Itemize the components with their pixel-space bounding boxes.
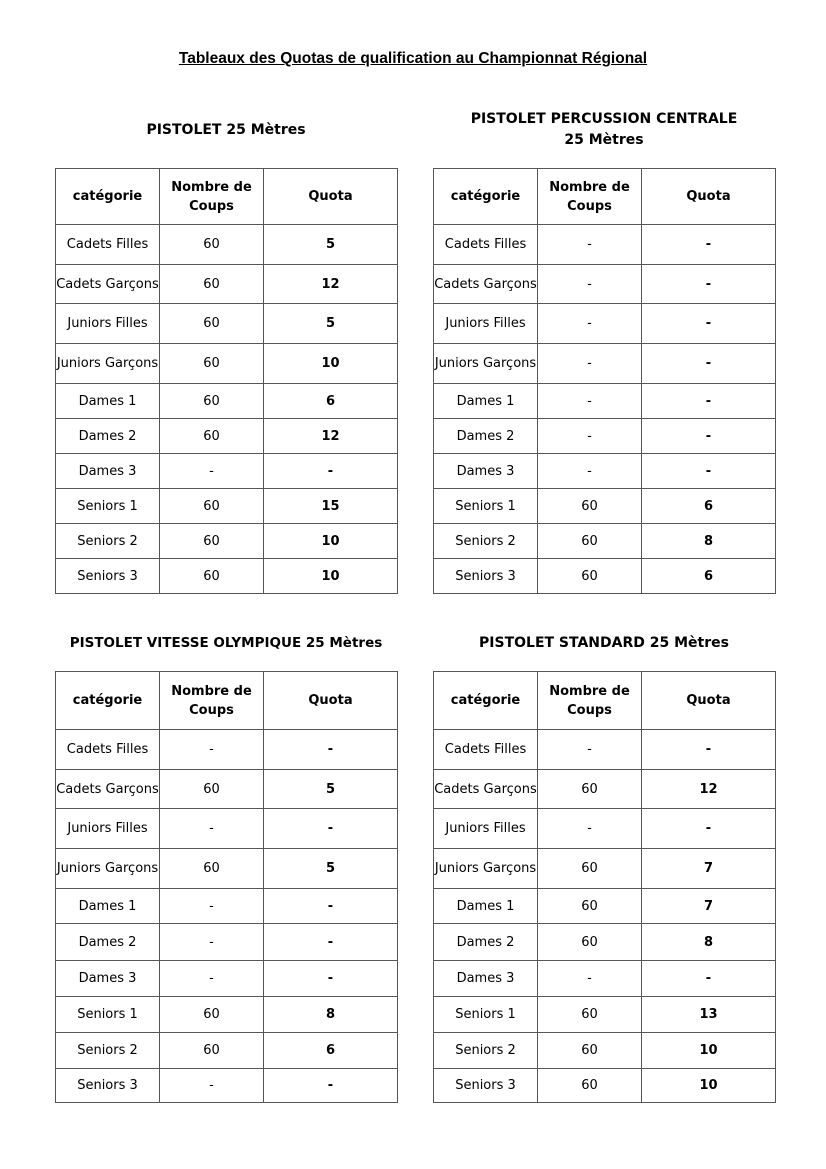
cell-quota: 10	[264, 524, 398, 559]
table-row	[434, 524, 776, 559]
table-row	[434, 997, 776, 1033]
page-title: Tableaux des Quotas de qualification au Championnat Régional	[178, 50, 648, 67]
cell-quota: 8	[642, 924, 776, 961]
cell-categorie: Juniors Filles	[56, 809, 160, 849]
table-row	[434, 454, 776, 489]
table-row	[434, 304, 776, 344]
cell-quota: 6	[642, 559, 776, 594]
cell-nombre-de-coups: 60	[538, 559, 642, 594]
cell-quota: 8	[264, 997, 398, 1033]
cell-quota: -	[264, 924, 398, 961]
cell-nombre-de-coups: -	[538, 809, 642, 849]
header-categorie: catégorie	[434, 169, 538, 225]
cell-nombre-de-coups: -	[538, 304, 642, 344]
header-nombre-de-coups: Nombre de Coups	[538, 169, 642, 225]
quota-table-pistolet-25m	[55, 168, 398, 594]
table-header-row	[434, 169, 776, 225]
cell-categorie: Cadets Garçons	[56, 265, 160, 304]
section-title-vitesse-olympique: PISTOLET VITESSE OLYMPIQUE 25 Mètres	[69, 635, 383, 651]
cell-nombre-de-coups: -	[160, 961, 264, 997]
table-row	[434, 559, 776, 594]
cell-quota: 12	[264, 265, 398, 304]
cell-quota: 6	[264, 384, 398, 419]
cell-quota: -	[642, 344, 776, 384]
cell-categorie: Seniors 1	[56, 997, 160, 1033]
cell-categorie: Dames 3	[434, 454, 538, 489]
table-row	[434, 849, 776, 889]
table-row	[56, 344, 398, 384]
cell-nombre-de-coups: 60	[538, 889, 642, 924]
cell-categorie: Seniors 3	[56, 1069, 160, 1103]
cell-categorie: Cadets Garçons	[434, 265, 538, 304]
table-row	[434, 384, 776, 419]
table-row	[56, 961, 398, 997]
cell-quota: -	[642, 809, 776, 849]
section-title-percussion-centrale	[433, 109, 775, 151]
cell-nombre-de-coups: 60	[538, 849, 642, 889]
cell-quota: -	[642, 730, 776, 770]
cell-quota: 6	[264, 1033, 398, 1069]
header-nombre-de-coups: Nombre de Coups	[160, 169, 264, 225]
cell-nombre-de-coups: 60	[160, 559, 264, 594]
cell-categorie: Juniors Garçons	[56, 849, 160, 889]
cell-nombre-de-coups: -	[160, 454, 264, 489]
cell-categorie: Juniors Filles	[434, 304, 538, 344]
cell-quota: 6	[642, 489, 776, 524]
cell-nombre-de-coups: -	[160, 730, 264, 770]
cell-quota: -	[264, 454, 398, 489]
table-row	[56, 997, 398, 1033]
cell-categorie: Seniors 2	[434, 524, 538, 559]
table-row	[434, 924, 776, 961]
cell-categorie: Dames 2	[56, 924, 160, 961]
table-row	[434, 889, 776, 924]
cell-nombre-de-coups: 60	[160, 849, 264, 889]
cell-categorie: Seniors 1	[434, 489, 538, 524]
table-row	[434, 1033, 776, 1069]
table-row	[434, 419, 776, 454]
cell-categorie: Seniors 3	[434, 1069, 538, 1103]
section-title-pistolet-25m: PISTOLET 25 Mètres	[146, 122, 306, 138]
cell-quota: -	[642, 225, 776, 265]
cell-nombre-de-coups: 60	[160, 225, 264, 265]
section-title-line: PISTOLET PERCUSSION CENTRALE	[470, 111, 738, 127]
cell-categorie: Dames 3	[434, 961, 538, 997]
cell-categorie: Cadets Filles	[434, 225, 538, 265]
cell-categorie: Seniors 1	[56, 489, 160, 524]
cell-quota: 5	[264, 770, 398, 809]
cell-nombre-de-coups: -	[538, 454, 642, 489]
cell-quota: 10	[642, 1069, 776, 1103]
table-row	[56, 524, 398, 559]
cell-quota: 8	[642, 524, 776, 559]
cell-nombre-de-coups: 60	[160, 344, 264, 384]
header-categorie: catégorie	[56, 169, 160, 225]
cell-categorie: Seniors 3	[56, 559, 160, 594]
table-row	[56, 454, 398, 489]
cell-nombre-de-coups: -	[160, 1069, 264, 1103]
cell-categorie: Seniors 3	[434, 559, 538, 594]
cell-nombre-de-coups: 60	[160, 304, 264, 344]
cell-categorie: Seniors 1	[434, 997, 538, 1033]
cell-nombre-de-coups: 60	[538, 489, 642, 524]
cell-quota: 10	[264, 344, 398, 384]
cell-nombre-de-coups: 60	[538, 770, 642, 809]
cell-nombre-de-coups: 60	[538, 1033, 642, 1069]
header-nombre-de-coups: Nombre de Coups	[160, 672, 264, 730]
table-row	[434, 770, 776, 809]
cell-quota: 10	[264, 559, 398, 594]
cell-quota: -	[264, 1069, 398, 1103]
cell-categorie: Juniors Garçons	[434, 849, 538, 889]
table-row	[56, 770, 398, 809]
cell-quota: -	[264, 730, 398, 770]
quota-table-percussion-centrale	[433, 168, 776, 594]
table-row	[56, 1069, 398, 1103]
header-quota: Quota	[642, 672, 776, 730]
cell-categorie: Cadets Filles	[56, 225, 160, 265]
cell-quota: 7	[642, 849, 776, 889]
table-row	[56, 489, 398, 524]
header-quota: Quota	[264, 672, 398, 730]
cell-quota: -	[642, 384, 776, 419]
table-row	[56, 849, 398, 889]
cell-nombre-de-coups: -	[538, 344, 642, 384]
quota-table-vitesse-olympique	[55, 671, 398, 1103]
table-row	[56, 924, 398, 961]
cell-nombre-de-coups: -	[538, 265, 642, 304]
table-row	[56, 419, 398, 454]
table-row	[434, 265, 776, 304]
cell-nombre-de-coups: 60	[538, 1069, 642, 1103]
cell-quota: 5	[264, 849, 398, 889]
cell-categorie: Dames 3	[56, 961, 160, 997]
header-quota: Quota	[264, 169, 398, 225]
table-row	[56, 384, 398, 419]
cell-nombre-de-coups: 60	[538, 924, 642, 961]
table-header-row	[434, 672, 776, 730]
cell-quota: 5	[264, 304, 398, 344]
table-row	[56, 225, 398, 265]
cell-categorie: Dames 2	[434, 924, 538, 961]
cell-nombre-de-coups: 60	[160, 489, 264, 524]
table-row	[434, 344, 776, 384]
cell-nombre-de-coups: -	[538, 225, 642, 265]
cell-quota: -	[642, 304, 776, 344]
cell-nombre-de-coups: 60	[160, 1033, 264, 1069]
cell-nombre-de-coups: 60	[160, 524, 264, 559]
cell-nombre-de-coups: 60	[160, 419, 264, 454]
table-row	[56, 265, 398, 304]
cell-categorie: Dames 1	[434, 889, 538, 924]
cell-categorie: Dames 2	[434, 419, 538, 454]
cell-quota: -	[642, 419, 776, 454]
cell-categorie: Cadets Garçons	[56, 770, 160, 809]
cell-quota: -	[264, 809, 398, 849]
cell-nombre-de-coups: -	[538, 384, 642, 419]
table-row	[56, 559, 398, 594]
cell-quota: 10	[642, 1033, 776, 1069]
table-header-row	[56, 672, 398, 730]
cell-nombre-de-coups: -	[160, 809, 264, 849]
cell-categorie: Cadets Garçons	[434, 770, 538, 809]
section-title-line: 25 Mètres	[564, 132, 644, 148]
cell-nombre-de-coups: 60	[538, 524, 642, 559]
table-row	[434, 730, 776, 770]
cell-nombre-de-coups: -	[538, 419, 642, 454]
table-row	[434, 489, 776, 524]
cell-nombre-de-coups: 60	[160, 384, 264, 419]
cell-categorie: Seniors 2	[56, 1033, 160, 1069]
cell-categorie: Seniors 2	[56, 524, 160, 559]
cell-categorie: Juniors Filles	[56, 304, 160, 344]
table-row	[56, 889, 398, 924]
header-categorie: catégorie	[434, 672, 538, 730]
header-nombre-de-coups: Nombre de Coups	[538, 672, 642, 730]
table-row	[434, 225, 776, 265]
cell-quota: 12	[264, 419, 398, 454]
cell-nombre-de-coups: -	[160, 924, 264, 961]
table-row	[56, 809, 398, 849]
cell-categorie: Juniors Garçons	[56, 344, 160, 384]
cell-nombre-de-coups: 60	[160, 265, 264, 304]
header-quota: Quota	[642, 169, 776, 225]
cell-nombre-de-coups: 60	[160, 997, 264, 1033]
cell-nombre-de-coups: 60	[538, 997, 642, 1033]
cell-categorie: Dames 1	[56, 889, 160, 924]
cell-quota: 13	[642, 997, 776, 1033]
cell-categorie: Cadets Filles	[56, 730, 160, 770]
cell-nombre-de-coups: -	[538, 961, 642, 997]
cell-categorie: Dames 2	[56, 419, 160, 454]
cell-nombre-de-coups: -	[538, 730, 642, 770]
table-row	[434, 961, 776, 997]
table-row	[434, 809, 776, 849]
cell-nombre-de-coups: 60	[160, 770, 264, 809]
header-categorie: catégorie	[56, 672, 160, 730]
section-title-standard: PISTOLET STANDARD 25 Mètres	[479, 635, 729, 651]
table-row	[56, 1033, 398, 1069]
cell-quota: -	[264, 961, 398, 997]
cell-categorie: Cadets Filles	[434, 730, 538, 770]
quota-table-standard	[433, 671, 776, 1103]
cell-nombre-de-coups: -	[160, 889, 264, 924]
table-row	[434, 1069, 776, 1103]
cell-categorie: Seniors 2	[434, 1033, 538, 1069]
cell-quota: -	[642, 961, 776, 997]
cell-quota: 7	[642, 889, 776, 924]
cell-quota: -	[264, 889, 398, 924]
table-header-row	[56, 169, 398, 225]
table-row	[56, 730, 398, 770]
cell-categorie: Juniors Garçons	[434, 344, 538, 384]
cell-quota: 12	[642, 770, 776, 809]
table-row	[56, 304, 398, 344]
cell-quota: 5	[264, 225, 398, 265]
cell-categorie: Dames 1	[56, 384, 160, 419]
cell-quota: -	[642, 265, 776, 304]
cell-quota: -	[642, 454, 776, 489]
cell-quota: 15	[264, 489, 398, 524]
cell-categorie: Dames 3	[56, 454, 160, 489]
cell-categorie: Dames 1	[434, 384, 538, 419]
cell-categorie: Juniors Filles	[434, 809, 538, 849]
